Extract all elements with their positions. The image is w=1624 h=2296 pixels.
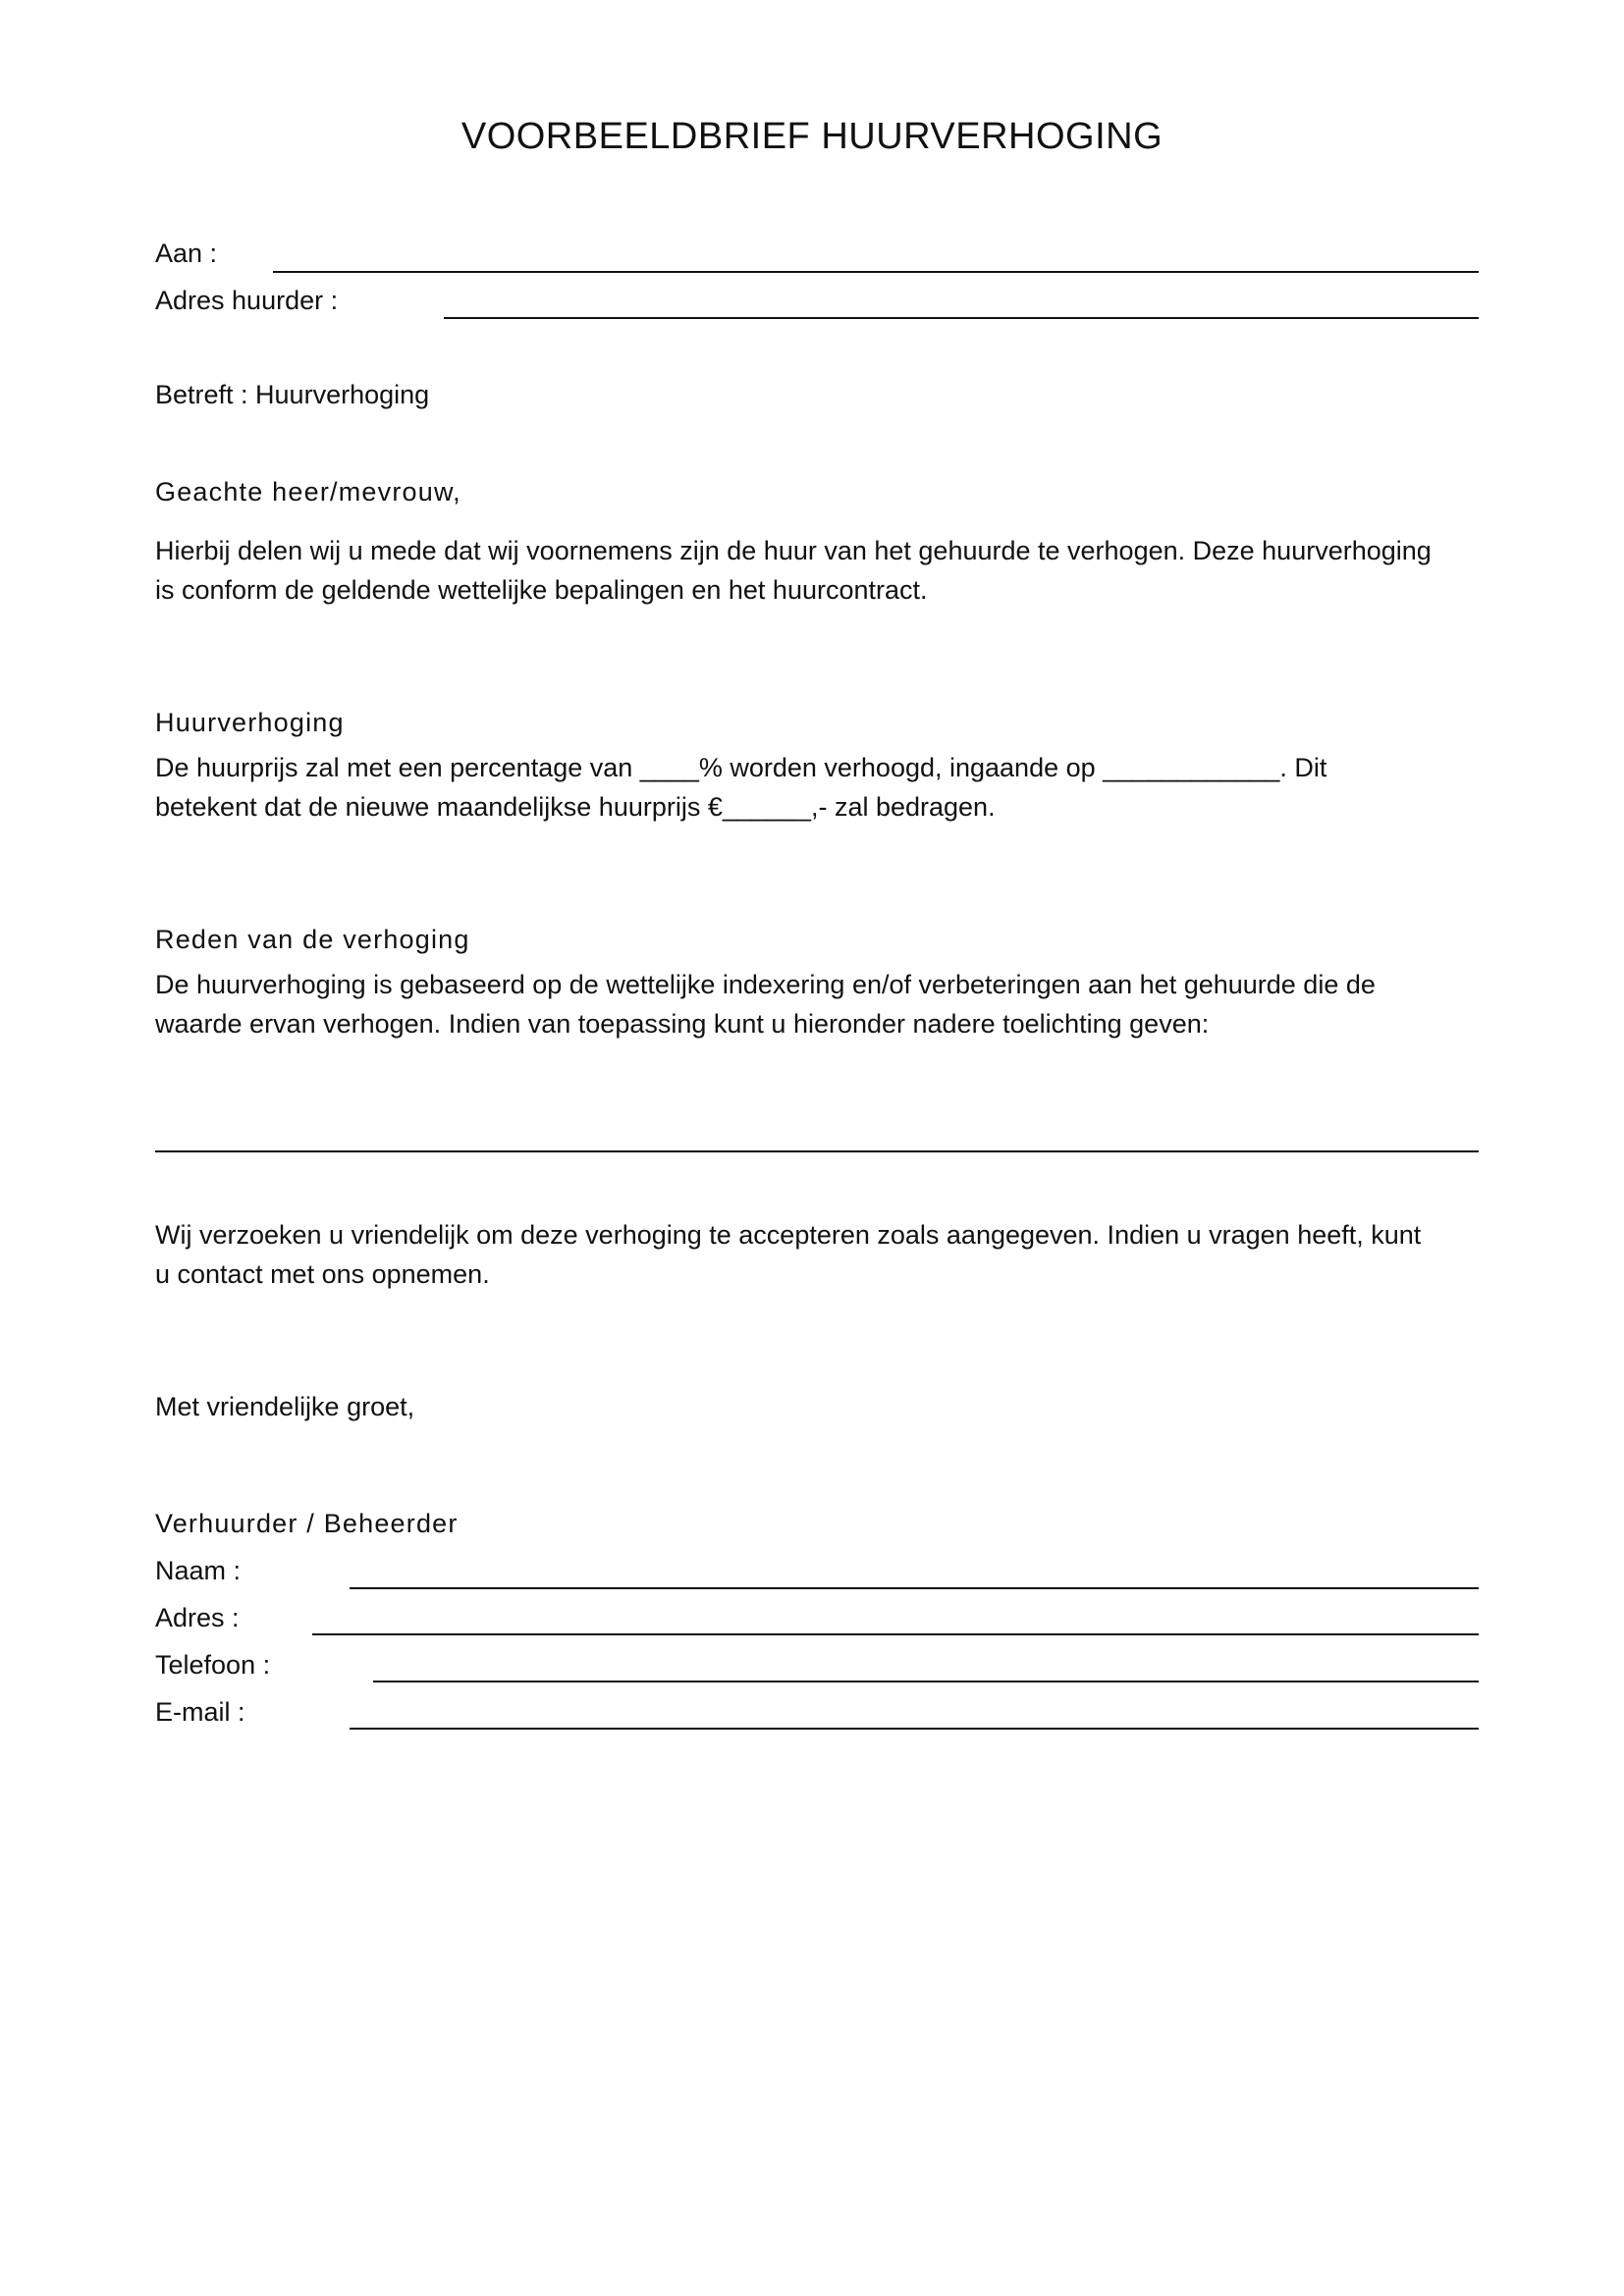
intro-paragraph [155,531,1490,610]
recipient-to-label: Aan : [155,239,218,268]
increase-line-1: De huurprijs zal met een percentage van ____% worden verhoogd, ingaande op ____________. Dit [155,753,1327,782]
recipient-address-line[interactable] [444,317,1479,319]
landlord-email-line[interactable] [350,1728,1479,1730]
closing-request-line-2: u contact met ons opnemen. [155,1259,490,1289]
increase-paragraph [155,748,1490,827]
landlord-name-label: Naam : [155,1556,242,1585]
subject-line: Betreft : Huurverhoging [155,380,430,409]
landlord-address-line[interactable] [312,1633,1479,1635]
landlord-address-label: Adres : [155,1603,240,1632]
intro-line-1: Hierbij delen wij u mede dat wij voornemens zijn de huur van het gehuurde te verhogen. Deze huurverhoging [155,536,1432,565]
reason-line-2: waarde ervan verhogen. Indien van toepassing kunt u hieronder nadere toelichting geven: [155,1009,1210,1039]
landlord-name-line[interactable] [350,1587,1479,1589]
increase-heading: Huurverhoging [155,708,345,737]
recipient-address-label: Adres huurder : [155,286,339,315]
closing-greeting: Met vriendelijke groet, [155,1392,415,1421]
landlord-phone-line[interactable] [373,1681,1479,1682]
increase-line-2: betekent dat de nieuwe maandelijkse huurprijs €______,- zal bedragen. [155,792,996,822]
landlord-heading: Verhuurder / Beheerder [155,1509,459,1538]
salutation: Geachte heer/mevrouw, [155,477,461,507]
closing-request-paragraph [155,1215,1490,1294]
landlord-phone-label: Telefoon : [155,1650,271,1680]
recipient-to-line[interactable] [273,271,1479,273]
reason-paragraph [155,965,1490,1043]
reason-heading: Reden van de verhoging [155,925,470,954]
document-title: VOORBEELDBRIEF HUURVERHOGING [460,116,1164,157]
closing-request-line-1: Wij verzoeken u vriendelijk om deze verhoging te accepteren zoals aangegeven. Indien u vragen heeft, kunt [155,1220,1422,1250]
reason-line-1: De huurverhoging is gebaseerd op de wettelijke indexering en/of verbeteringen aan het gehuurde die de [155,970,1376,999]
reason-explanation-line[interactable] [155,1150,1479,1152]
landlord-email-label: E-mail : [155,1697,245,1727]
intro-line-2: is conform de geldende wettelijke bepalingen en het huurcontract. [155,575,928,605]
